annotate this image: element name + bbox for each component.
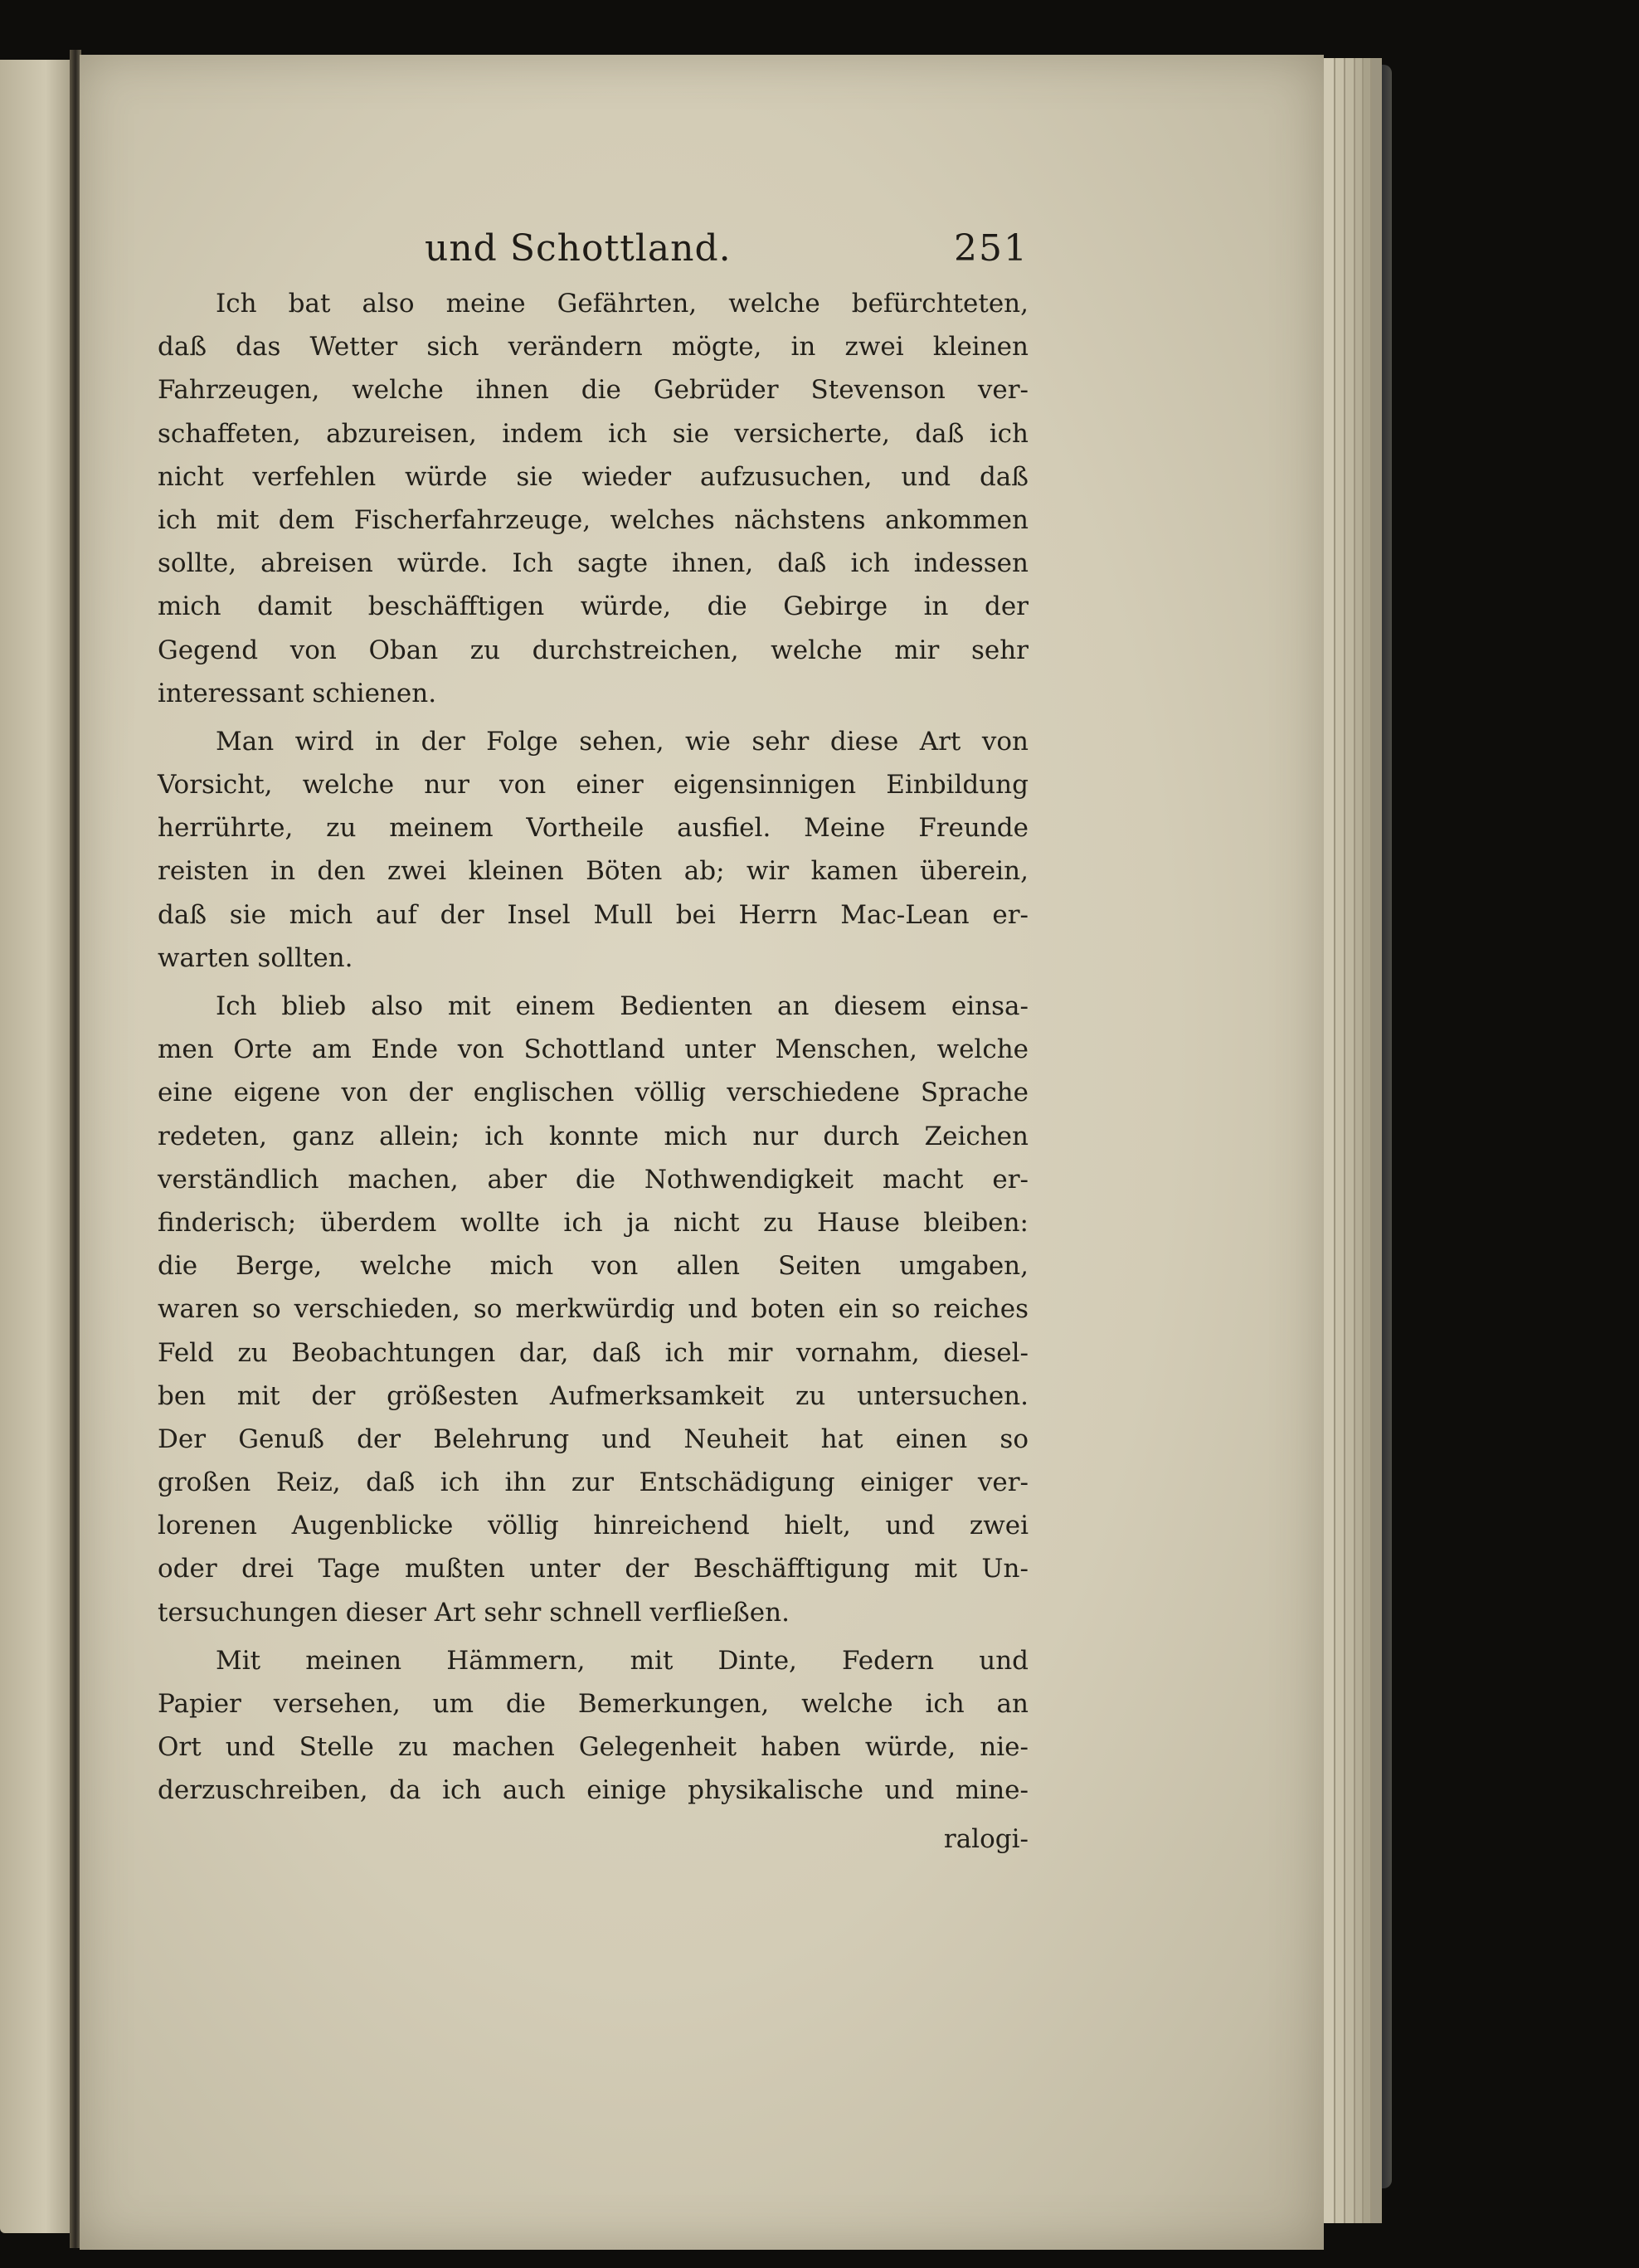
page-edge: [1334, 58, 1345, 2223]
text-line: Ich blieb also mit einem Bedienten an diesem einsa-: [216, 991, 1029, 1021]
page-text: [158, 224, 1029, 1861]
text-line: mich damit beschäfftigen würde, die Gebirge in der: [158, 591, 1029, 622]
body-text: [158, 282, 1029, 1813]
text-line: Mit meinen Hämmern, mit Dinte, Federn und: [216, 1645, 1029, 1676]
text-line: großen Reiz, daß ich ihn zur Entschädigung einiger ver-: [158, 1467, 1029, 1498]
text-line: waren so verschieden, so merkwürdig und boten ein so reiches: [158, 1294, 1029, 1325]
text-line: oder drei Tage mußten unter der Beschäfftigung mit Un-: [158, 1554, 1029, 1584]
text-line: men Orte am Ende von Schottland unter Menschen, welche: [158, 1034, 1029, 1065]
text-line: sollte, abreisen würde. Ich sagte ihnen, daß ich indessen: [158, 548, 1029, 579]
text-line: ich mit dem Fischerfahrzeuge, welches nächstens ankommen: [158, 504, 1029, 535]
text-line: Fahrzeugen, welche ihnen die Gebrüder Stevenson ver-: [158, 375, 1029, 406]
page-header: [158, 224, 1029, 282]
text-line: Vorsicht, welche nur von einer eigensinnigen Einbildung: [158, 770, 1029, 801]
text-line: Man wird in der Folge sehen, wie sehr diese Art von: [216, 726, 1029, 757]
text-line: Ort und Stelle zu machen Gelegenheit haben würde, nie-: [158, 1732, 1029, 1763]
text-line: verständlich machen, aber die Nothwendigkeit macht er-: [158, 1164, 1029, 1195]
text-line: schaffeten, abzureisen, indem ich sie versicherte, daß ich: [158, 418, 1029, 449]
text-line: Ich bat also meine Gefährten, welche befürchteten,: [216, 289, 1029, 319]
text-line: tersuchungen dieser Art sehr schnell verfließen.: [158, 1597, 790, 1628]
text-line: lorenen Augenblicke völlig hinreichend hielt, und zwei: [158, 1511, 1029, 1541]
text-line: nicht verfehlen würde sie wieder aufzusuchen, und daß: [158, 461, 1029, 492]
text-line: eine eigene von der englischen völlig verschiedene Sprache: [158, 1078, 1029, 1108]
text-line: finderisch; überdem wollte ich ja nicht zu Hause bleiben:: [158, 1207, 1029, 1238]
text-line: die Berge, welche mich von allen Seiten umgaben,: [158, 1251, 1029, 1282]
page-edge: [1344, 58, 1355, 2223]
text-line: herrührte, zu meinem Vortheile ausfiel. Meine Freunde: [158, 813, 1029, 844]
text-line: Gegend von Oban zu durchstreichen, welche mir sehr: [158, 635, 1029, 665]
text-line: Feld zu Beobachtungen dar, daß ich mir vornahm, diesel-: [158, 1337, 1029, 1368]
page-number: 251: [954, 227, 1029, 270]
left-page-edge: [0, 60, 76, 2233]
running-head: und Schottland.: [425, 227, 732, 270]
paragraph: [158, 282, 1029, 715]
text-line: derzuschreiben, da ich auch einige physikalische und mine-: [158, 1775, 1029, 1806]
text-line: ben mit der größesten Aufmerksamkeit zu untersuchen.: [158, 1380, 1029, 1411]
text-line: reisten in den zwei kleinen Böten ab; wir kamen überein,: [158, 856, 1029, 887]
paragraph: [158, 1639, 1029, 1813]
text-line: redeten, ganz allein; ich konnte mich nur durch Zeichen: [158, 1121, 1029, 1151]
paragraph: [158, 985, 1029, 1634]
page-edge: [1370, 58, 1382, 2223]
text-line: warten sollten.: [158, 942, 353, 973]
text-line: interessant schienen.: [158, 678, 437, 708]
text-line: daß das Wetter sich verändern mögte, in zwei kleinen: [158, 332, 1029, 363]
text-line: Papier versehen, um die Bemerkungen, welche ich an: [158, 1689, 1029, 1719]
text-line: daß sie mich auf der Insel Mull bei Herrn Mac-Lean er-: [158, 899, 1029, 930]
catchword: ralogi-: [943, 1823, 1029, 1854]
page-edge: [1322, 58, 1335, 2223]
text-line: Der Genuß der Belehrung und Neuheit hat einen so: [158, 1424, 1029, 1454]
paragraph: [158, 720, 1029, 980]
